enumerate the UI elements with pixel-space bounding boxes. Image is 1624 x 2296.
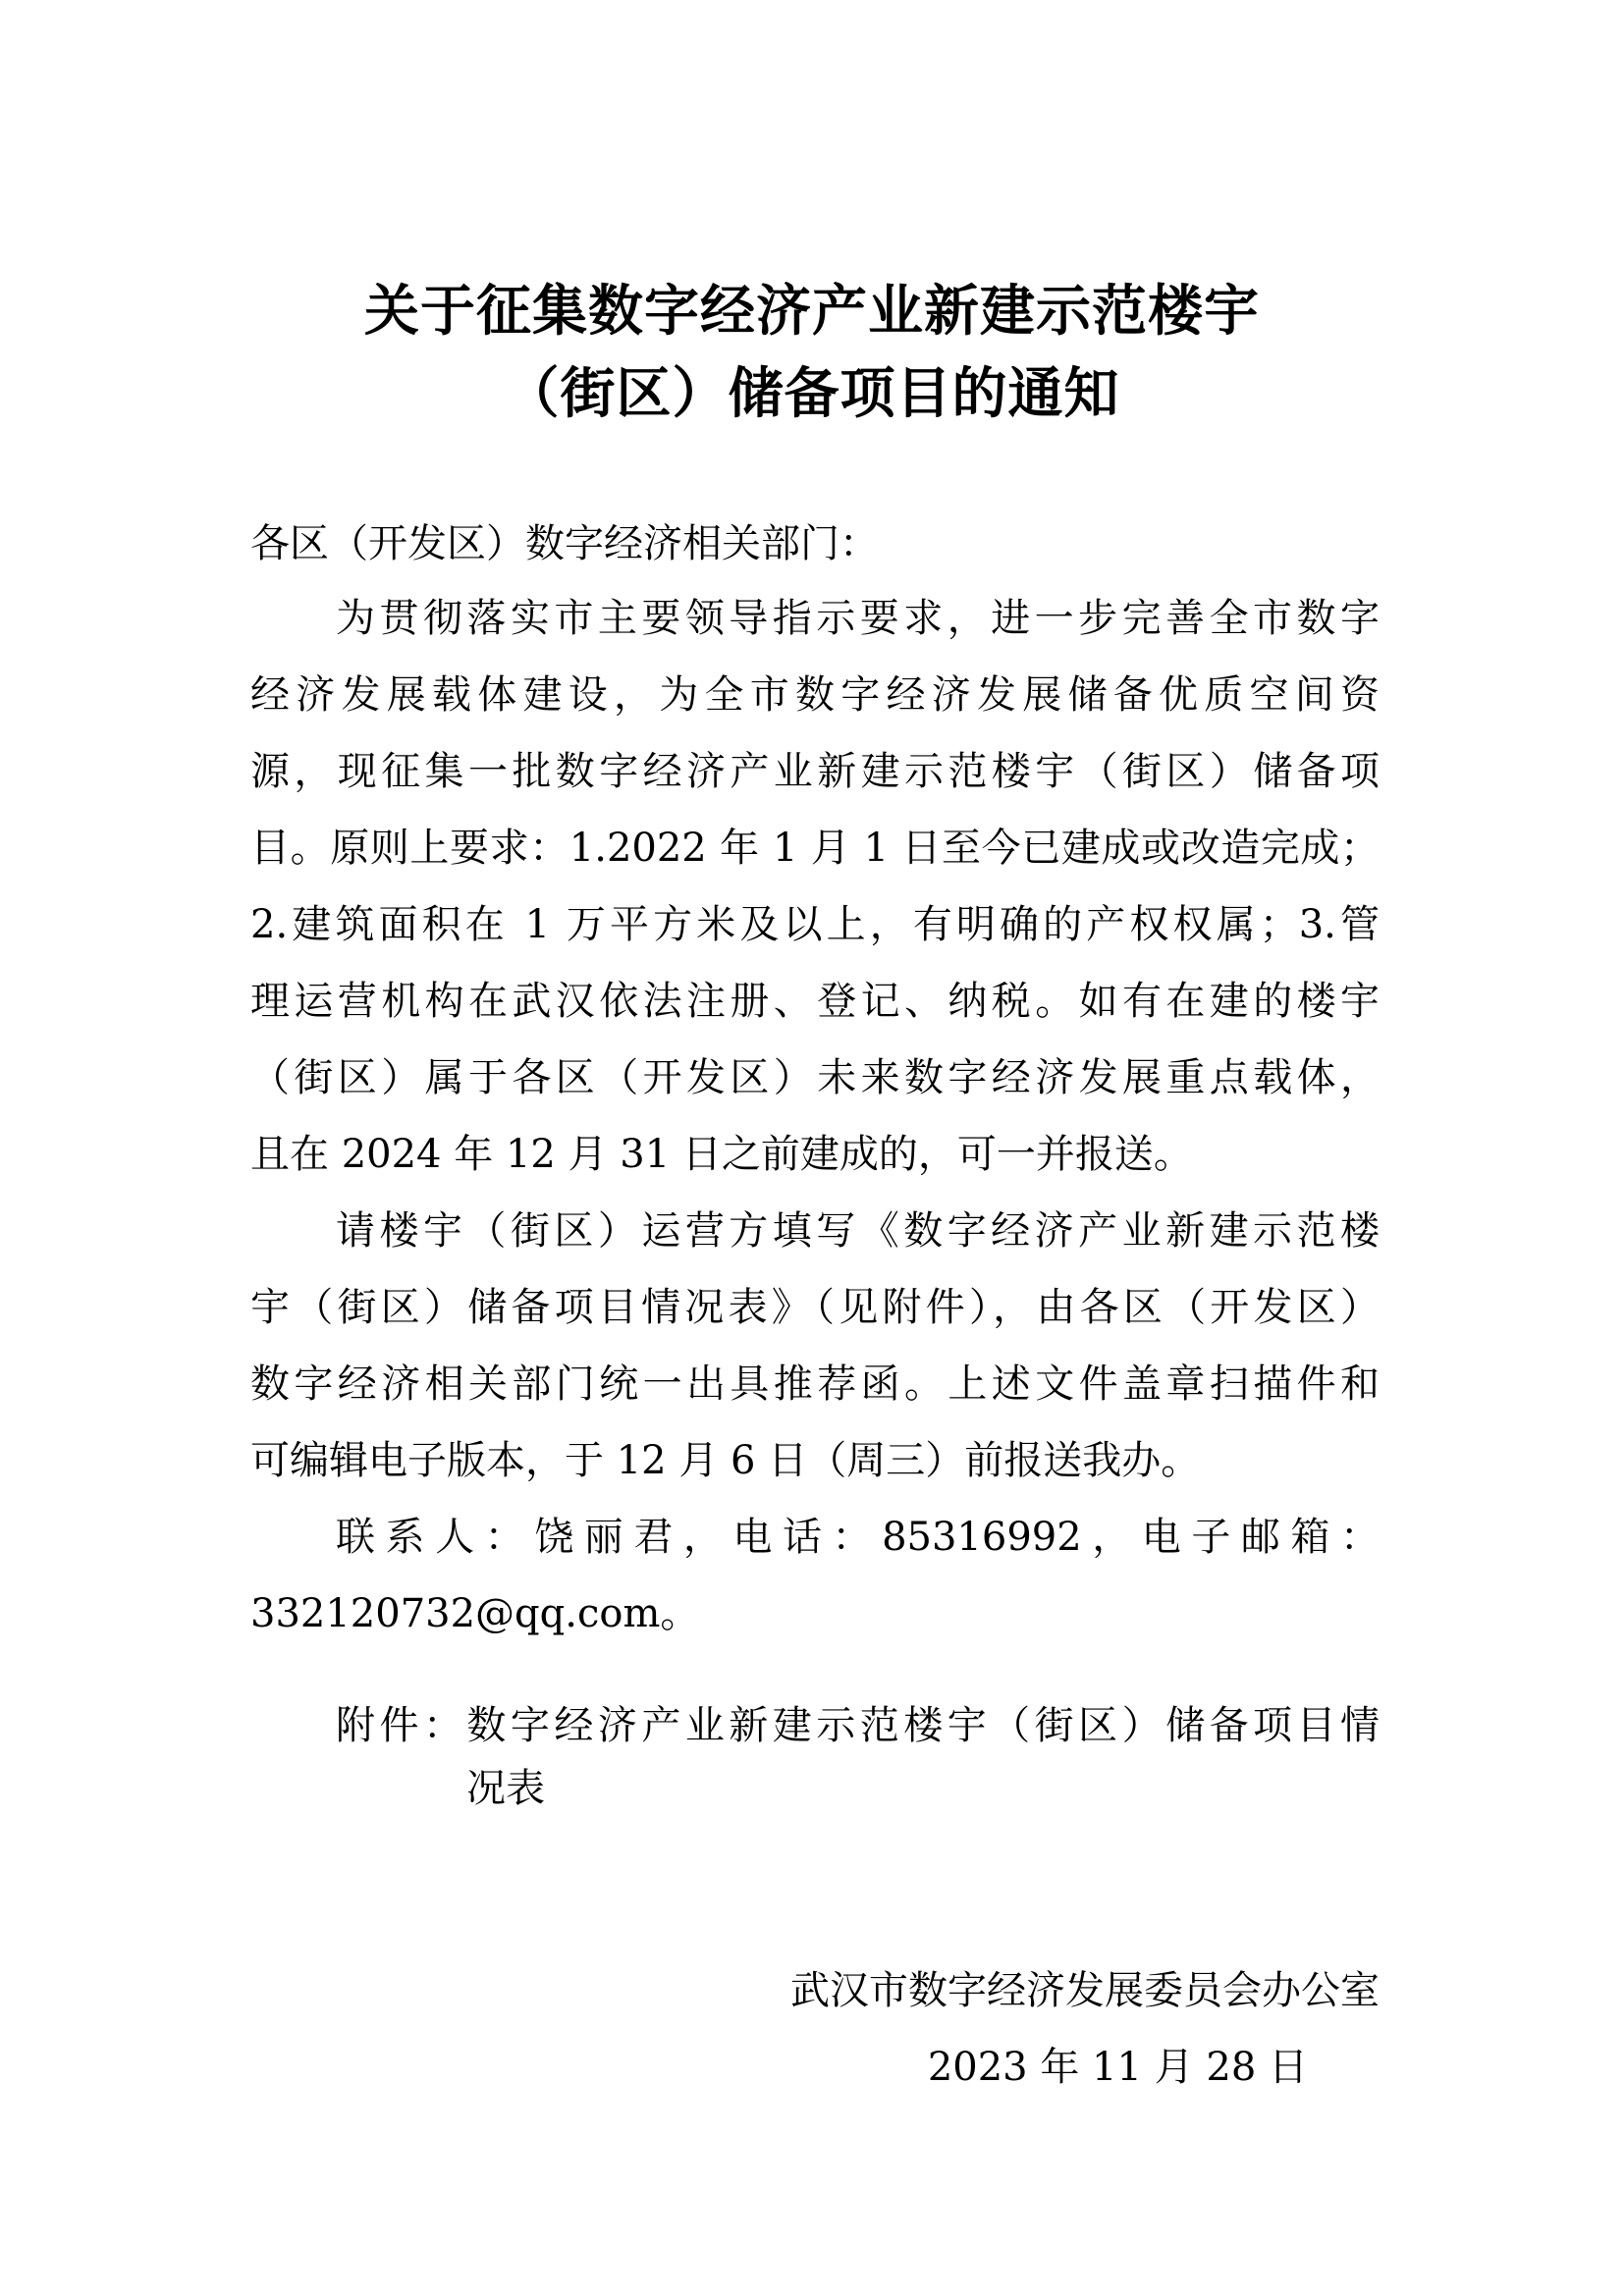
contact-line-2: 332120732@qq.com。 bbox=[250, 1591, 700, 1636]
attachment-line-1: 附件：数字经济产业新建示范楼宇（街区）储备项目情 bbox=[336, 1703, 1380, 1748]
attachment-line-2: 况表 bbox=[466, 1766, 545, 1811]
paragraph-1-line-6: 理运营机构在武汉依法注册、登记、纳税。如有在建的楼宇 bbox=[250, 979, 1380, 1024]
paragraph-2-line-1: 请楼宇（街区）运营方填写《数字经济产业新建示范楼 bbox=[336, 1208, 1380, 1254]
paragraph-1-line-1: 为贯彻落实市主要领导指示要求，进一步完善全市数字 bbox=[336, 596, 1380, 641]
salutation: 各区（开发区）数字经济相关部门： bbox=[250, 521, 879, 566]
paragraph-1-line-5: 2.建筑面积在 1 万平方米及以上，有明确的产权权属；3.管 bbox=[250, 902, 1380, 947]
paragraph-1-line-8: 且在 2024 年 12 月 31 日之前建成的，可一并报送。 bbox=[250, 1132, 1193, 1177]
paragraph-1-line-2: 经济发展载体建设，为全市数字经济发展储备优质空间资 bbox=[250, 672, 1380, 718]
contact-line-1: 联系人：饶丽君，电话：85316992，电子邮箱： bbox=[336, 1515, 1380, 1560]
paragraph-2-line-3: 数字经济相关部门统一出具推荐函。上述文件盖章扫描件和 bbox=[250, 1362, 1380, 1407]
document-title-line-1: 关于征集数字经济产业新建示范楼宇 bbox=[364, 280, 1260, 344]
paragraph-1-line-7: （街区）属于各区（开发区）未来数字经济发展重点载体， bbox=[250, 1055, 1380, 1100]
paragraph-2-line-4: 可编辑电子版本，于 12 月 6 日（周三）前报送我办。 bbox=[250, 1438, 1201, 1483]
signing-organization: 武汉市数字经济发展委员会办公室 bbox=[790, 1968, 1380, 2013]
document-title-line-2: （街区）储备项目的通知 bbox=[504, 362, 1120, 426]
paragraph-1-line-3: 源，现征集一批数字经济产业新建示范楼宇（街区）储备项 bbox=[250, 749, 1380, 794]
signing-date: 2023 年 11 月 28 日 bbox=[927, 2045, 1308, 2090]
paragraph-1-line-4: 目。原则上要求：1.2022 年 1 月 1 日至今已建成或改造完成； bbox=[250, 826, 1380, 871]
paragraph-2-line-2: 宇（街区）储备项目情况表》（见附件），由各区（开发区） bbox=[250, 1285, 1380, 1330]
